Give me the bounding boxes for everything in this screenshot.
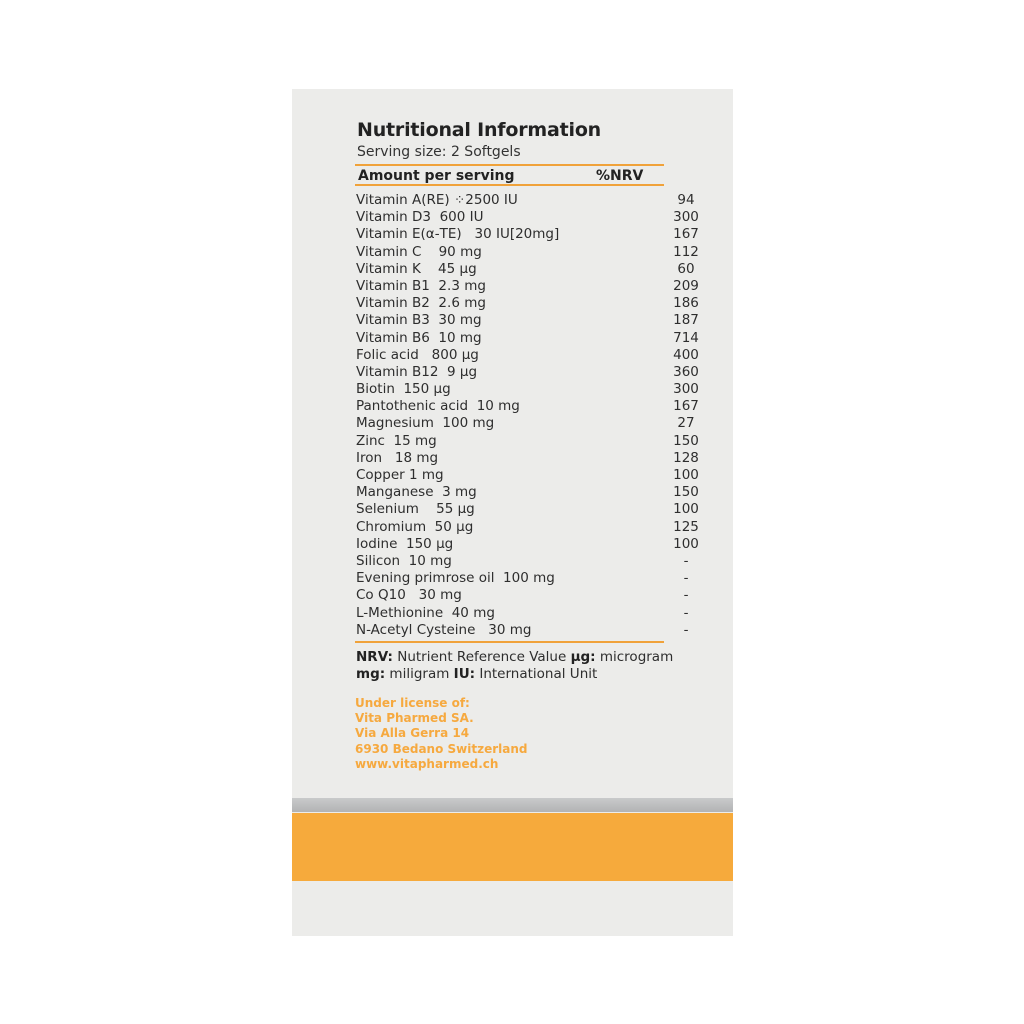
table-row (356, 226, 699, 243)
license-line: 6930 Bedano Switzerland (355, 741, 528, 756)
nrv-value: 150 (673, 432, 699, 449)
license-line: Under license of: (355, 696, 470, 710)
license-line: Via Alla Gerra 14 (355, 726, 470, 741)
legend-term: μg: (570, 649, 596, 665)
nutrient-amount: Folic acid 800 μg (356, 346, 479, 363)
nutrient-amount: Vitamin B1 2.3 mg (356, 277, 486, 294)
table-row (356, 518, 699, 536)
table-row (356, 192, 695, 209)
nutrient-amount: Zinc 15 mg (356, 432, 437, 449)
nutrient-amount: Vitamin K 45 μg (356, 260, 477, 277)
header-bottom-rule (355, 184, 664, 186)
nrv-value: 128 (673, 449, 699, 466)
table-row (356, 587, 689, 604)
nrv-value: - (683, 552, 689, 569)
nrv-value: 360 (673, 363, 699, 380)
table-row (356, 604, 689, 622)
table-row (356, 346, 699, 364)
table-row (356, 415, 695, 432)
nrv-value: 167 (673, 398, 699, 415)
table-row (356, 432, 699, 450)
table-row (356, 621, 689, 639)
legend-line-2 (356, 666, 673, 683)
nrv-value: 187 (673, 312, 699, 329)
table-row (356, 243, 699, 261)
nutrient-amount: Silicon 10 mg (356, 552, 452, 569)
table-row (356, 484, 699, 501)
nutrient-amount: Pantothenic acid 10 mg (356, 398, 520, 415)
nrv-value: 125 (673, 518, 699, 535)
table-row (356, 467, 699, 484)
nutrient-amount: Vitamin A(RE) ⁘2500 IU (356, 192, 518, 208)
legend-term: NRV: (356, 649, 393, 665)
nutrient-amount: Magnesium 100 mg (356, 415, 495, 432)
nutrient-amount: Vitamin B3 30 mg (356, 312, 482, 329)
supplement-label-card (292, 89, 733, 936)
table-row (356, 570, 689, 587)
nutrient-amount: L-Methionine 40 mg (356, 604, 495, 621)
table-row (356, 552, 689, 570)
nrv-value: 400 (673, 346, 699, 363)
nrv-value: 60 (677, 260, 695, 277)
nrv-value: 100 (673, 501, 699, 518)
nrv-value: - (683, 604, 689, 621)
table-row (356, 329, 699, 347)
table-row (356, 277, 699, 295)
nutrient-amount: Iron 18 mg (356, 449, 439, 466)
nrv-header: %NRV (596, 168, 644, 184)
table-row (356, 449, 699, 467)
legend-definition: microgram (595, 649, 674, 665)
nrv-value: 100 (673, 467, 699, 483)
nrv-value: 300 (673, 209, 699, 226)
legend-definition: miligram (385, 666, 454, 682)
nrv-value: - (683, 621, 689, 638)
license-website: www.vitapharmed.ch (355, 756, 499, 771)
table-row (356, 381, 699, 398)
license-block (355, 696, 527, 772)
table-row (356, 209, 699, 226)
table-row (356, 398, 699, 415)
nrv-value: 167 (673, 226, 699, 243)
legend-definition: Nutrient Reference Value (392, 649, 571, 665)
legend-term: IU: (453, 666, 476, 682)
table-row (356, 260, 695, 278)
table-row (356, 535, 699, 553)
nutrient-table (356, 192, 699, 639)
nutrient-amount: Vitamin C 90 mg (356, 243, 482, 260)
nrv-value: 300 (673, 381, 699, 398)
nrv-value: 100 (673, 535, 699, 552)
nrv-value: 150 (673, 484, 699, 501)
license-line: Vita Pharmed SA. (355, 711, 474, 726)
amount-header: Amount per serving (358, 168, 515, 184)
nutrient-amount: Chromium 50 μg (356, 518, 474, 535)
table-row (356, 501, 699, 518)
nutrient-amount: Vitamin E(α-TE) 30 IU[20mg] (356, 226, 560, 243)
gray-stripe (292, 798, 733, 812)
nutrient-amount: Iodine 150 μg (356, 535, 454, 552)
nutrient-amount: Biotin 150 μg (356, 381, 451, 398)
nutrient-amount: Vitamin B12 9 μg (356, 363, 478, 380)
nutrient-amount: Evening primrose oil 100 mg (356, 570, 555, 587)
nrv-value: 94 (677, 192, 695, 208)
table-row (356, 363, 699, 381)
nrv-value: 714 (673, 329, 699, 346)
legend (356, 649, 673, 683)
nutrient-amount: Copper 1 mg (356, 467, 444, 483)
orange-stripe (292, 813, 733, 881)
nrv-value: 209 (673, 277, 699, 294)
legend-term: mg: (356, 666, 386, 682)
nutrient-amount: Manganese 3 mg (356, 484, 477, 501)
panel-title: Nutritional Information (357, 119, 601, 141)
nutrient-amount: Vitamin B6 10 mg (356, 329, 482, 346)
nutrient-amount: Co Q10 30 mg (356, 587, 462, 604)
nutrient-amount: N-Acetyl Cysteine 30 mg (356, 621, 532, 638)
table-row (356, 312, 699, 329)
nrv-value: 27 (677, 415, 695, 432)
nrv-value: - (683, 570, 689, 587)
nrv-value: - (683, 587, 689, 604)
legend-line-1 (356, 649, 673, 666)
nrv-value: 112 (673, 243, 699, 260)
table-row (356, 295, 699, 312)
serving-size: Serving size: 2 Softgels (357, 144, 521, 160)
legend-definition: International Unit (475, 666, 598, 682)
nrv-value: 186 (673, 295, 699, 312)
header-top-rule (355, 164, 664, 166)
nutrient-amount: Vitamin B2 2.6 mg (356, 295, 486, 312)
nutrient-amount: Selenium 55 μg (356, 501, 475, 518)
table-bottom-rule (355, 641, 664, 643)
nutrient-amount: Vitamin D3 600 IU (356, 209, 484, 226)
